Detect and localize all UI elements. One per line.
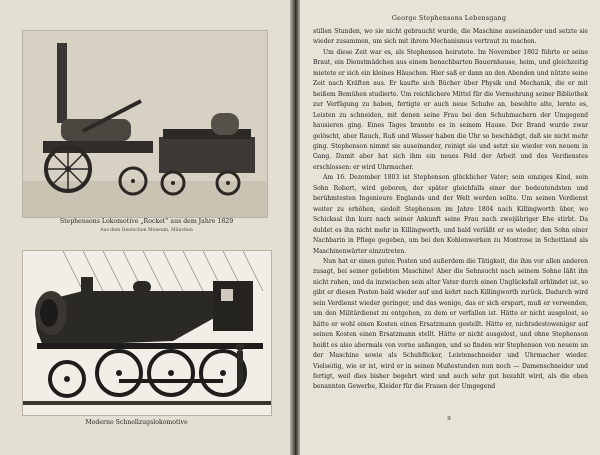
- paragraph: Am 16. Dezember 1803 ist Stephenson glücklicher Vater; sein einziges Kind, sein Sohn Robert, wird geboren, der später gleichfalls einer der bedeutendsten und berühmtesten Ingenieure Englands und der Welt werden sollte. Um seinen Verdienst weiter zu erhöhen, siedelt Stephenson im Jahre 1804 nach Killingworth über, wo Schicksal ihn kurz nach seiner Ankunft seine Frau nach zweijähriger Ehe stirbt. Da duldet es ihn nicht mehr in Killingworth, und bald verläßt er es wieder, den Sohn einer Nachbarin in Pflege gegeben, um bei den Kohlenwerken zu Montrose in Schottland als Maschinenwärter einzutreten.: [313, 174, 588, 255]
- body-text: [313, 27, 588, 393]
- modern-locomotive-drawing: [23, 251, 271, 415]
- figure2-caption: Moderne Schnellzugslokomotive: [85, 419, 188, 426]
- paragraph: Nun hat er einen guten Posten und außerdem die Tätigkeit, die ihm vor allen anderen zusagt, bei seiner geliebten Maschine! Aber die Sehnsucht nach seinem Sohne läßt ihn nicht ruhen, und da inzwischen sein alter Vater durch einen Unglücksfall erblindet ist, so gibt er diesen Posten bald wieder auf und kehrt nach Killingworth zurück. Dadurch wird sein Verdienst wieder geringer, und das wenige, das er sich erspart, muß er verwenden, um den Militärdienst zu entgehen, zu dem er verfallen ist. Hätte er nicht ausgelost, so hätte er wohl einen Kosten einen Ersatzmann gestellt. Hätte er, nichtsdestoweniger auf seinen Kosten einen Ersatzmann stellt. Hätte er nicht ausgelost, und ohne Stephenson heißt es also abermals von vorne anfangen, und so finden wir Stephenson von neuem an der Maschine sowie als Schuhflicker, Leistenschneider und Uhrmacher wieder. Vielseitig, wie er ist, wird er in seinen Mußestunden nun noch — Damenschneider und fertigt, weil dies bisher begehrt wird und auch sehr gut bezahlt wird, als die eben benannten Gewerbe, Kleider für die Frauen der Umgegend: [313, 257, 588, 391]
- paragraph: stillen Stunden, wo sie nicht gebraucht wurde, die Maschine auseinander und setzte sie wieder zusammen, um sich mit ihrem Mechanismus vertraut zu machen.: [313, 28, 588, 46]
- modern-locomotive-illustration: [22, 250, 272, 416]
- figure1-caption: Stephensons Lokomotive „Rocket“ aus dem Jahre 1829: [59, 218, 234, 225]
- running-head: George Stephensons Lebensgang: [391, 14, 507, 22]
- rocket-locomotive-illustration: [22, 30, 268, 218]
- paragraph: Um diese Zeit war es, als Stephenson heiratete. Im November 1802 führte er seine Braut, ein Dienstmädchen aus einem benachbarten Bauernhause, heim, und gleichzeitig mietete er sich ein kleines Häuschen. Hier saß er dann an den Abenden und nützte seine Zeit nach Kräften aus. Er kaufte sich Bücher über Physik und Mechanik, die er mit heißem Bemühen studierte. Um reichlichere Mittel für die Vermehrung seiner Bibliothek zur Verfügung zu haben, fertigte er auch neue Schuhe an, besohlte alte, lernte es, Leisten zu schneiden, mit denen seine Frau bei den Schuhmachern der Umgegend hausieren ging. Eines Tages brannte es in seinem Hause. Der Brand wurde zwar gelöscht, aber Rauch, Ruß und Wasser haben die Uhr so beschädigt, daß sie nicht mehr ging. Stephenson nimmt sie auseinander, reinigt sie und setzt sie wieder von neuem in Gang. Damit aber hat sich ihm ein neues Feld der Arbeit und des Verdienstes erschlossen: er wird Uhrmacher.: [313, 48, 588, 171]
- figure1-credit: Aus dem Deutschen Museum, München: [100, 228, 193, 233]
- rocket-locomotive-drawing: [23, 31, 267, 217]
- page-number: 9: [447, 416, 451, 422]
